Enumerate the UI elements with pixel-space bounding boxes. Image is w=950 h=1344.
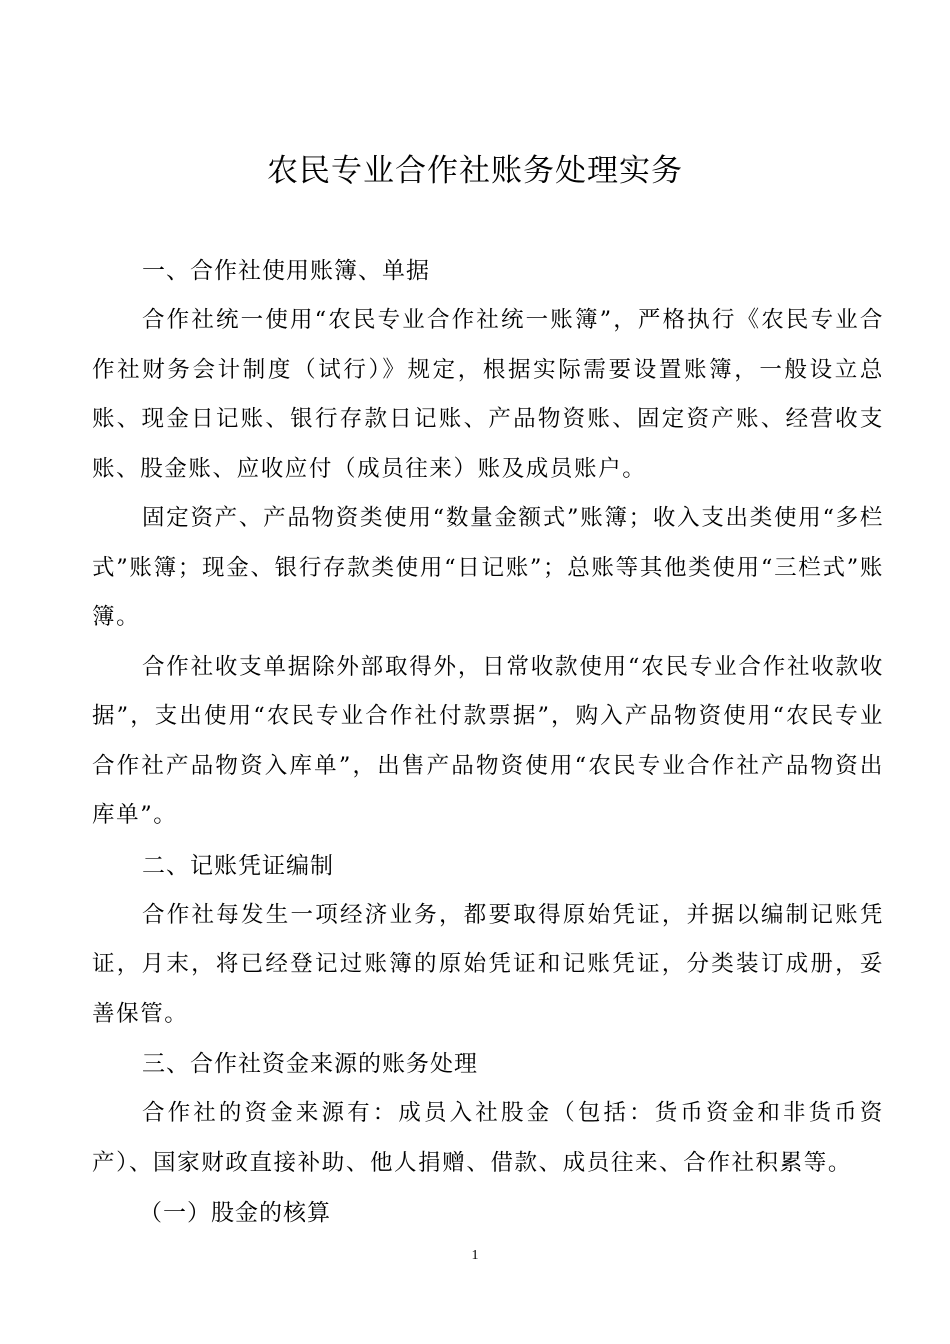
- section-heading-2: 二、记账凭证编制: [142, 852, 334, 879]
- section-1-paragraph-3: 合作社收支单据除外部取得外，日常收款使用“农民专业合作社收款收据”，支出使用“农民专业合作社付款票据”，购入产品物资使用“农民专业合作社产品物资入库单”，出售产品物资使用“农民专业合作社产品物资出库单”。: [92, 653, 884, 828]
- document-title: 农民专业合作社账务处理实务: [267, 153, 683, 189]
- page-number: 1: [471, 1248, 479, 1263]
- document-body: [92, 246, 884, 1238]
- section-heading-3: 三、合作社资金来源的账务处理: [142, 1051, 478, 1077]
- subsection-heading-share-capital: （一）股金的核算: [139, 1200, 331, 1226]
- section-2-paragraph-1: 合作社每发生一项经济业务，都要取得原始凭证，并据以编制记账凭证，月末，将已经登记过账簿的原始凭证和记账凭证，分类装订成册，妥善保管。: [92, 901, 884, 1027]
- section-1-paragraph-1: 合作社统一使用“农民专业合作社统一账簿”，严格执行《农民专业合作社财务会计制度（试行）》规定，根据实际需要设置账簿，一般设立总账、现金日记账、银行存款日记账、产品物资账、固定资产账、经营收支账、股金账、应收应付（成员往来）账及成员账户。: [92, 307, 884, 482]
- section-3-paragraph-1: 合作社的资金来源有：成员入社股金（包括：货币资金和非货币资产）、国家财政直接补助、他人捐赠、借款、成员往来、合作社积累等。: [92, 1100, 884, 1176]
- section-heading-1: 一、合作社使用账簿、单据: [142, 258, 430, 284]
- section-1-paragraph-2: 固定资产、产品物资类使用“数量金额式”账簿；收入支出类使用“多栏式”账簿；现金、银行存款类使用“日记账”；总账等其他类使用“三栏式”账簿。: [92, 505, 884, 630]
